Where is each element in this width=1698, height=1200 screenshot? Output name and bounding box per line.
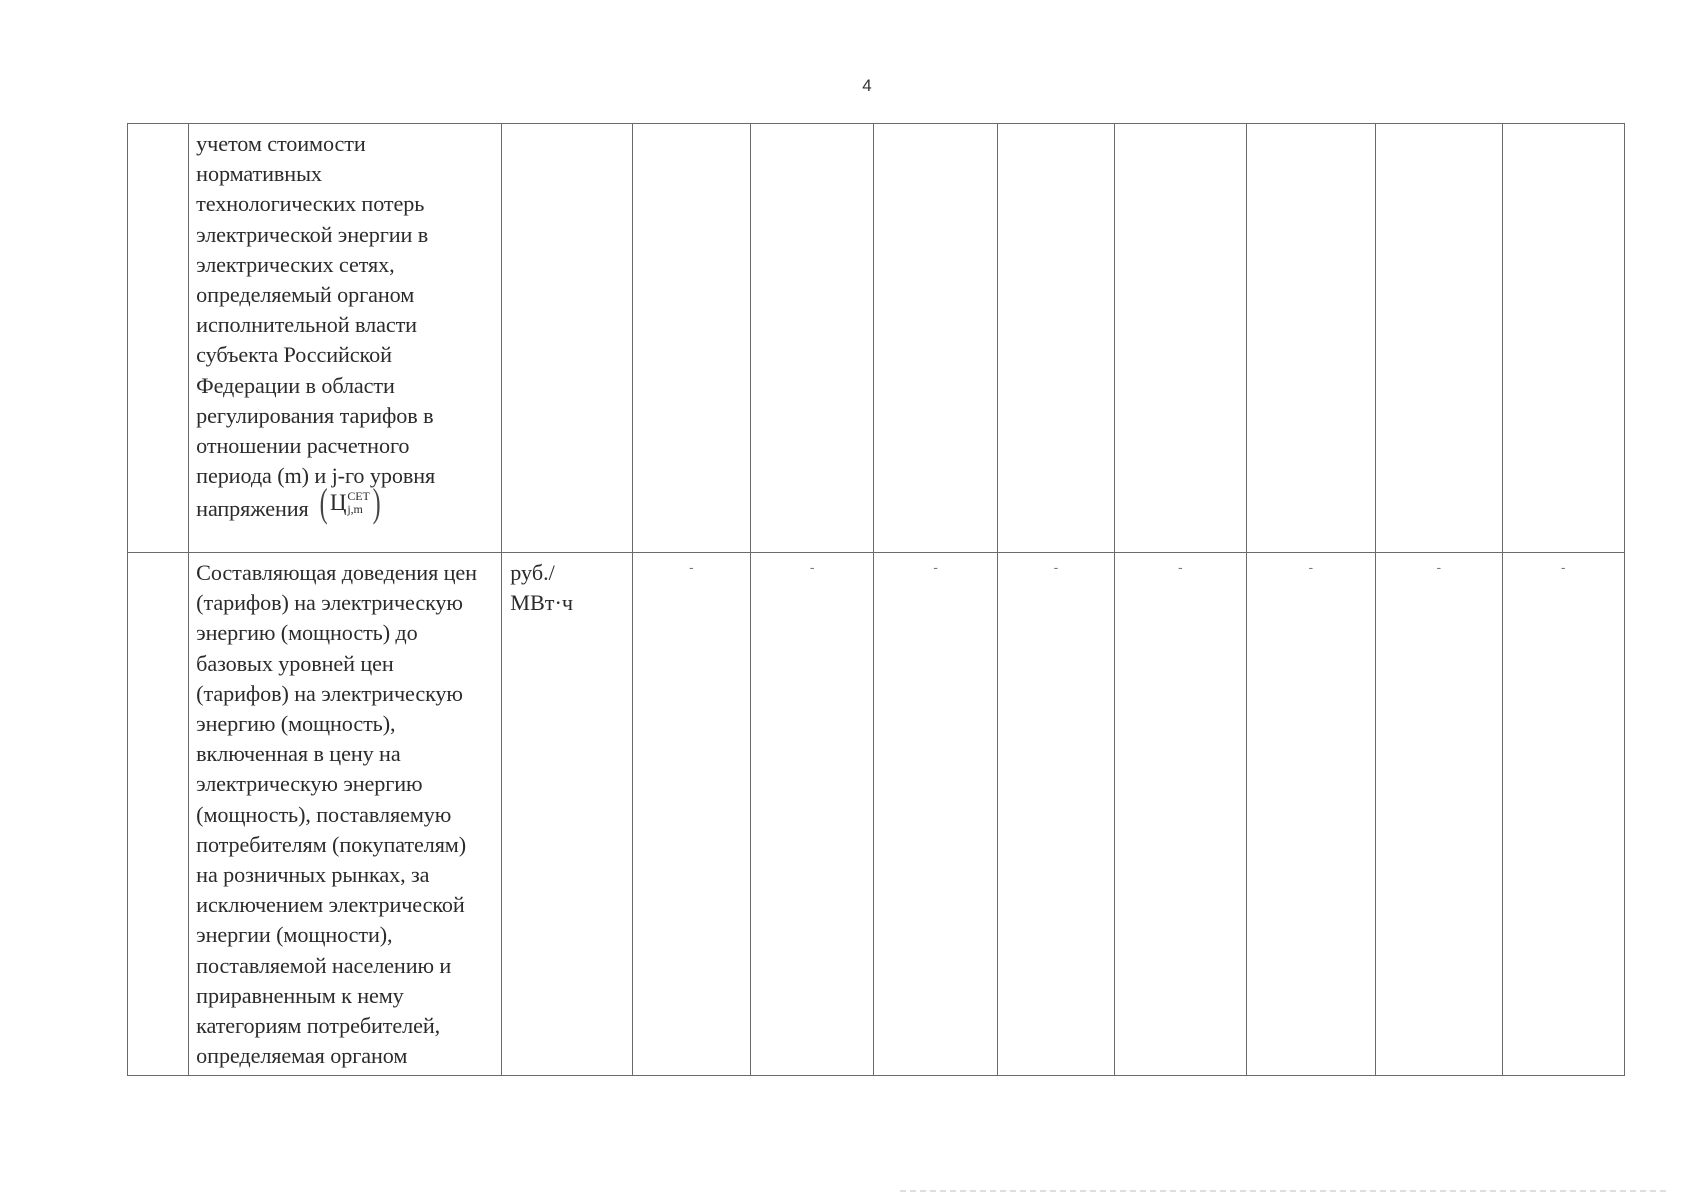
unit-label: руб./ МВт·ч	[510, 560, 574, 615]
value-cell	[1376, 124, 1502, 553]
value-cell	[1502, 124, 1624, 553]
value-cell	[1115, 124, 1247, 553]
table-row	[128, 124, 1625, 553]
value-cell: -	[632, 553, 750, 1076]
value-cell	[1246, 124, 1376, 553]
value-cell	[997, 124, 1114, 553]
formula-symbol: Ц	[329, 490, 347, 516]
value-cell: -	[1502, 553, 1624, 1076]
tariff-table	[127, 123, 1625, 1076]
value-cell	[751, 124, 874, 553]
value-cell: -	[751, 553, 874, 1076]
description-cell	[189, 124, 502, 553]
value-cell: -	[1115, 553, 1247, 1076]
value-cell: -	[874, 553, 997, 1076]
page-number: 4	[862, 76, 872, 95]
formula-superscript: СЕТ	[347, 489, 370, 504]
value-cell	[632, 124, 750, 553]
row-description: учетом стоимости нормативных технологических потерь электрической энергии в электрических сетях, определяемый органом исполнительной власти субъекта Российской Федерации в области регулирования тарифов в отношении расчетного периода (m) и j-го уровня напряжения ( Ц СЕТ j,m )	[196, 131, 436, 526]
unit-cell	[502, 553, 633, 1076]
description-cell	[189, 553, 502, 1076]
value-cell	[874, 124, 997, 553]
value-cell: -	[1376, 553, 1502, 1076]
price-formula: ( Ц СЕТ j,m )	[319, 480, 381, 526]
value-cell: -	[997, 553, 1114, 1076]
unit-cell	[502, 124, 633, 553]
index-cell	[128, 553, 189, 1076]
index-cell	[128, 124, 189, 553]
formula-subscript: j,m	[347, 502, 363, 517]
scan-artifact	[900, 1190, 1670, 1192]
row-description: Составляющая доведения цен (тарифов) на электрическую энергию (мощность) до базовых уровней цен (тарифов) на электрическую энергию (мощность), включенная в цену на электрическую энергию (мощность), поставляемую потребителям (покупателям) на розничных рынках, за исключением электрической энергии (мощности), поставляемой населению и приравненным к нему категориям потребителей, определяемая органом	[196, 560, 477, 1069]
table-row	[128, 553, 1625, 1076]
value-cell: -	[1246, 553, 1376, 1076]
